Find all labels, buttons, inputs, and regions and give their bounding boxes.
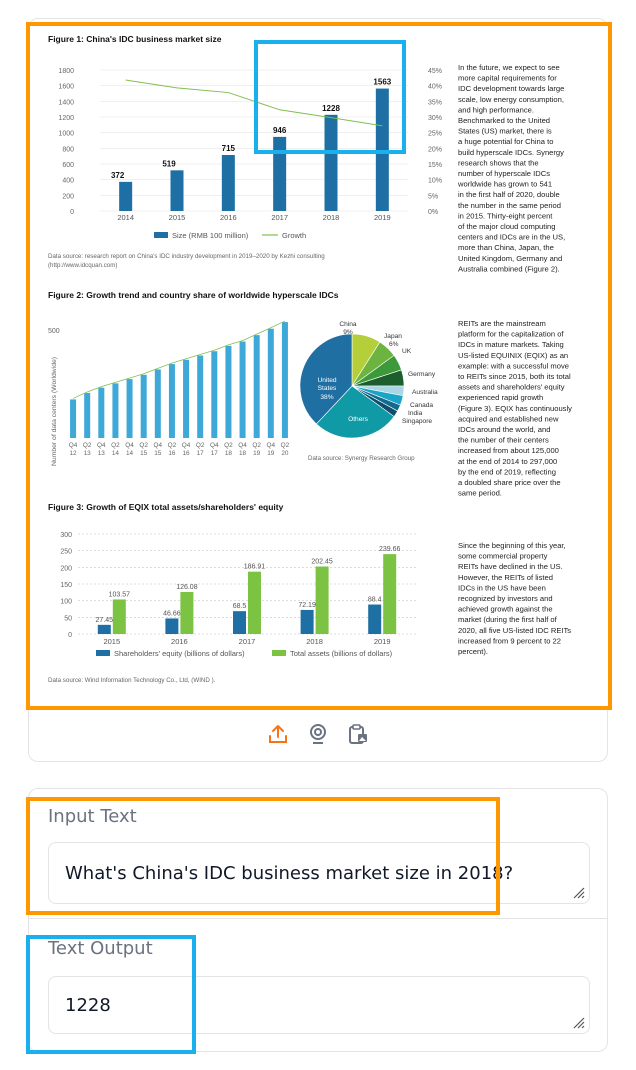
fig3-equity-bar [301,610,314,634]
fig3-ytick: 50 [64,615,72,623]
paragraph-line: IDC development towards large [458,84,565,94]
webcam-icon[interactable] [307,723,329,745]
fig1-bar-label: 519 [162,159,176,169]
fig2-bar [98,388,104,438]
output-label: Text Output [48,938,153,959]
fig1-y2tick: 5% [428,193,439,201]
fig3-xtick: 2017 [238,637,256,646]
fig1-title: Figure 1: China's IDC business market size [48,34,222,44]
fig1-bar-label: 946 [272,125,287,135]
paragraph-line: 2020, all five US-listed IDC REITs [458,625,572,635]
paragraph-line: research shows that the [458,158,539,168]
pie-label: India [408,410,423,417]
fig1-legend-size: Size (RMB 100 million) [172,231,249,240]
fig1-ytick: 1400 [58,99,74,107]
upload-icon[interactable] [267,723,289,745]
clipboard-image-icon[interactable] [347,723,369,745]
fig1-bar-label: 1228 [322,103,340,113]
pie-label: China [339,321,357,328]
input-label: Input Text [48,806,137,827]
fig1-ytick: 1200 [58,115,74,122]
fig1-ytick: 1000 [58,130,74,138]
fig1-source: Data source: research report on China's IDC industry development in 2019–2020 by Kezhi consulting [48,253,325,260]
fig3-equity-bar [165,618,178,634]
paragraph-line: to REITs since 2015, both its total [458,372,571,381]
fig1-ytick: 200 [62,193,74,201]
fig3-assets-label: 186.91 [243,563,266,571]
fig1-ytick: 600 [62,162,74,169]
paragraph-line: market (during the first half of [458,615,557,625]
fig3-source: Data source: Wind Information Technology Co., Ltd, (WIND ). [48,677,216,684]
fig2-bar [112,383,118,438]
fig3-ytick: 300 [60,532,72,539]
highlight-2018-bar [254,40,406,154]
fig3-equity-bar [368,605,381,634]
fig3-assets-bar [113,599,126,634]
paragraph-line: assets and shareholders' equity [458,382,565,392]
paragraph-line: scale, low energy consumption, [458,94,564,104]
fig2-xtick: Q4 [97,442,106,449]
paragraph-line: a huge potential for China to [458,137,554,147]
fig2-xtick: 14 [126,450,134,457]
fig2-xtick: Q2 [224,442,233,449]
fig3-assets-label: 103.57 [108,591,131,599]
fig1-y2tick: 25% [428,130,443,138]
paragraph-line: number of hyperscale IDCs [458,169,551,178]
input-value: What's China's IDC business market size in 2018? [65,862,514,884]
paragraph-line: experienced rapid growth [458,393,544,403]
fig2-xtick: 17 [210,450,218,457]
fig3-equity-bar [233,611,246,634]
paragraph-line: United Kingdom, Germany and [458,253,563,263]
fig3-ytick: 100 [60,598,72,606]
fig2-title: Figure 2: Growth trend and country share of worldwide hyperscale IDCs [48,290,339,300]
paragraph-line: centers and IDCs are in the US, [458,232,566,242]
fig2-bar [225,346,231,438]
pie-label: Germany [408,371,436,378]
fig3-legend-assets: Total assets (billions of dollars) [290,649,393,658]
fig3-legend-equity-swatch [96,650,110,656]
paragraph-line: worldwide has grown to 541 [458,179,553,189]
fig1-y2tick: 45% [428,68,443,75]
panel-divider [28,918,608,919]
paragraph-line: Since the beginning of this year, [458,541,566,550]
paragraph-line: a doubled share price over the [458,478,561,487]
resize-handle-icon[interactable] [571,885,585,899]
fig2-xtick: Q4 [125,442,134,449]
fig1-ytick: 1600 [58,83,74,91]
fig2-xtick: Q2 [280,442,290,449]
fig3-ytick: 250 [60,548,72,556]
paragraph-line: Benchmarked to the United [458,116,551,125]
fig2-xtick: Q2 [167,442,177,449]
fig1-bar [171,170,184,211]
fig3-assets-label: 126.08 [176,583,198,591]
fig1-bar [119,182,132,211]
fig1-ytick: 0 [70,209,74,216]
paragraph-line: IDCs in the US have been [458,583,546,593]
paragraph-line: IDCs around the world, and [458,425,551,434]
fig3-equity-label: 88.4 [367,596,382,604]
paragraph-line: REITs are the mainstream [458,319,546,328]
fig3-equity-label: 46.66 [163,610,181,618]
fig2-bar [70,399,76,438]
pie-label: Australia [412,389,438,396]
fig1-bar-label: 715 [221,143,236,153]
fig2-xtick: 16 [182,450,190,457]
pie-label: 38% [320,394,334,401]
fig2-trend-line [73,321,285,398]
paragraph-line: more capital requirements for [458,73,557,83]
paragraph-line: achieved growth against the [458,604,553,614]
paragraph-line: (Figure 3). EQIX has continuously [458,403,572,413]
fig2-xtick: 17 [196,450,204,457]
fig2-xtick: Q2 [82,442,92,449]
pie-label: 6% [389,341,399,348]
fig2-xtick: 12 [69,450,77,457]
fig3-ytick: 200 [60,565,72,573]
body-text [457,63,572,656]
fig1-xtick: 2016 [219,213,237,222]
fig2-xtick: 16 [168,450,176,457]
fig3-xtick: 2016 [171,637,188,646]
paragraph-line: same period. [458,488,502,498]
fig2-xtick: 14 [111,450,119,457]
fig1-ytick: 400 [62,177,74,185]
fig3-assets-bar [316,567,329,634]
fig2-xtick: Q2 [195,442,205,449]
paragraph-line: the number in the same period [458,200,561,210]
output-value: 1228 [65,994,111,1016]
paragraph-line: and high performance. [458,105,534,115]
fig2-xtick: Q4 [266,442,276,449]
pie-label: Singapore [402,418,433,425]
fig2-bar [155,369,161,438]
highlight-input [26,797,500,915]
fig2-bar [183,360,189,438]
fig1-bar-label: 1563 [373,77,392,87]
fig2-xtick: 18 [224,450,232,457]
paragraph-line: States (US) market, there is [458,126,552,136]
fig1-xtick: 2019 [373,213,391,222]
fig3-legend-assets-swatch [272,650,286,656]
paragraph-line: at the end of 2014 to 297,000 [458,456,558,466]
fig2-xtick: Q4 [153,442,163,449]
fig2-xtick: Q4 [210,442,219,449]
fig3-equity-label: 72.19 [298,601,316,609]
image-toolbar [28,712,608,756]
fig3-assets-bar [248,572,261,634]
fig2-bar [240,342,246,438]
paragraph-line: In the future, we expect to see [458,63,560,72]
fig3-equity-label: 27.45 [95,616,114,624]
paragraph-line: example: with a successful move [458,361,569,371]
fig3-ytick: 150 [60,582,72,589]
pie-label: Japan [384,333,402,340]
fig2-bar [84,393,90,438]
fig2-bar [141,375,147,438]
fig2-xtick: 19 [253,450,261,457]
fig3-xtick: 2019 [373,637,391,646]
resize-handle-icon[interactable] [571,1015,585,1029]
fig2-xtick: 15 [154,450,162,457]
fig2-xtick: 13 [97,450,105,457]
paragraph-line: some commercial property [458,551,548,561]
fig1-y2tick: 30% [428,115,443,122]
pie-label: 9% [343,329,353,336]
pie-label: States [317,385,337,392]
paragraph-line: recognized by investors and [458,594,553,603]
fig1-y2tick: 10% [428,177,443,185]
fig1-legend-size-swatch [154,232,168,238]
fig1-legend-growth: Growth [282,231,307,240]
pie-label: United [317,377,337,384]
paragraph-line: platform for the capitalization of [458,329,564,339]
fig3-legend-equity: Shareholders' equity (billions of dollars) [114,649,245,658]
fig1-ytick: 800 [62,146,74,154]
paragraph-line: However, the REITs of listed [458,572,553,582]
fig1-y2tick: 20% [428,146,443,154]
fig2-bar [282,322,288,438]
fig1-xtick: 2014 [117,213,135,222]
fig1-ytick: 1800 [58,68,74,75]
fig2-xtick: 18 [239,450,247,457]
fig1-xtick: 2018 [322,213,340,222]
paragraph-line: more than China, Japan, the [458,243,554,253]
fig2-xtick: 15 [140,450,148,457]
pie-label: Others [348,416,368,423]
fig2-bar [127,379,133,438]
fig3-equity-label: 68.5 [232,603,247,611]
fig3-assets-bar [383,554,396,634]
fig1-source-url: (http://www.idcquan.com) [48,262,118,269]
fig1-bar [222,155,235,211]
paragraph-line: US-listed EQUINIX (EQIX) as an [458,350,569,360]
paragraph-line: build hyperscale IDCs. Synergy [458,147,564,157]
fig2-bar [211,351,217,438]
highlight-output [26,935,196,1054]
paragraph-line: IDCs in mature markets. Taking [458,340,564,350]
pie-label: UK [402,348,412,355]
fig1-y2tick: 0% [428,209,439,216]
fig1-bar-label: 372 [110,170,125,180]
paragraph-line: in 2015. Thirty-eight percent [458,211,553,221]
fig3-assets-label: 239.66 [378,546,401,554]
fig2-bar [254,335,260,438]
fig1-y2tick: 40% [428,83,443,91]
fig1-xtick: 2017 [271,213,289,222]
paragraph-line: by the end of 2019, reflecting [458,467,556,477]
fig2-xtick: Q4 [181,442,191,449]
paragraph-line: percent). [458,647,488,656]
fig1-y2tick: 15% [428,162,443,169]
paragraph-line: in the first half of 2020, double [458,190,560,200]
fig2-ylabel: Number of data centers (Worldwide) [51,356,58,466]
fig3-assets-label: 202.45 [311,558,333,566]
fig2-xtick: Q4 [238,442,247,449]
fig2-xtick: Q2 [252,442,261,449]
paragraph-line: the number of their centers [458,435,549,445]
fig2-xtick: 13 [83,450,91,457]
fig2-ytick: 500 [48,328,60,335]
fig3-equity-bar [98,625,111,634]
fig3-xtick: 2015 [103,637,121,646]
fig3-chart [60,532,416,646]
paragraph-line: Australia combined (Figure 2). [458,264,560,274]
fig2-bar [268,329,274,438]
paragraph-line: REITs have declined in the US. [458,562,563,572]
paragraph-line: increased from about 125,000 [458,446,559,456]
fig2-chart [69,321,290,457]
paragraph-line: acquired and established new [458,414,559,424]
fig2-xtick: Q2 [111,442,120,449]
fig2-xtick: Q4 [68,442,78,449]
fig3-xtick: 2018 [306,637,323,646]
fig1-xtick: 2015 [168,213,186,222]
pie-label: Canada [410,402,434,409]
fig1-y2tick: 35% [428,99,443,107]
fig3-ytick: 0 [68,632,72,639]
fig2-bar [169,364,175,438]
fig2-bar [197,356,203,439]
fig2-xtick: 20 [281,450,289,457]
fig2-xtick: Q2 [139,442,148,449]
paragraph-line: increased from 9 percent to 22 [458,636,561,646]
fig2-pie [300,321,438,438]
fig2-xtick: 19 [267,450,275,457]
fig3-assets-bar [180,592,193,634]
fig3-title: Figure 3: Growth of EQIX total assets/shareholders' equity [48,502,284,512]
fig2-source: Data source: Synergy Research Group [308,455,415,462]
paragraph-line: of the major cloud computing [458,222,556,231]
